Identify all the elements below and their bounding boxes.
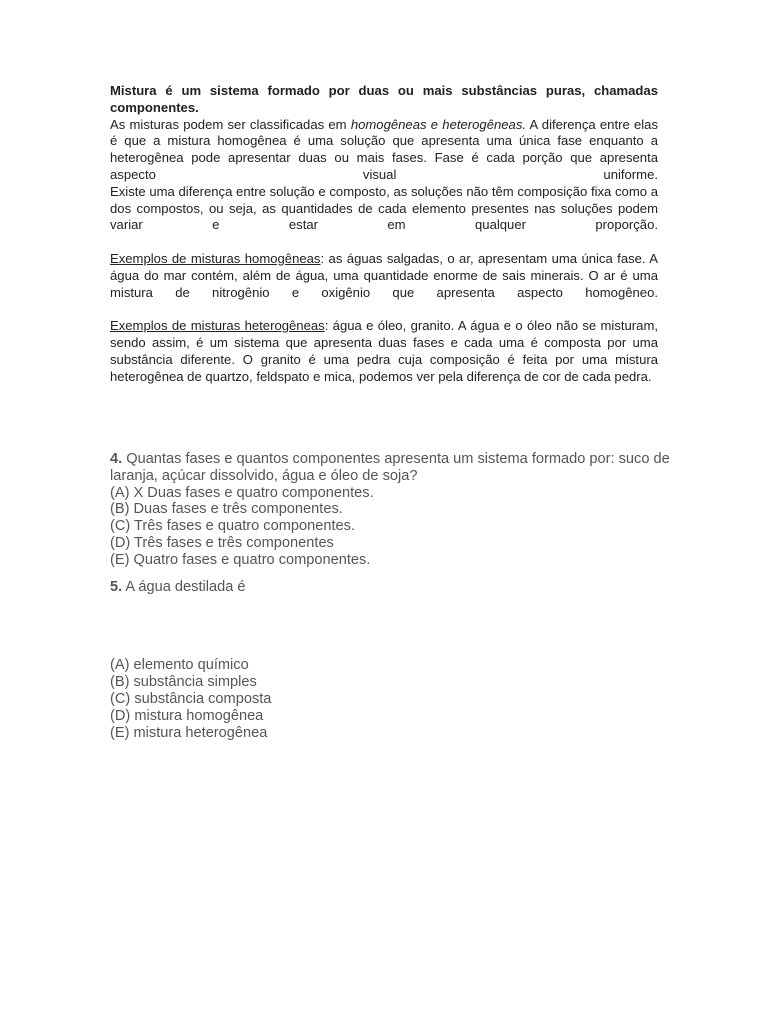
question-5-option-e: (E) mistura heterogênea	[110, 724, 268, 741]
intro-section	[110, 83, 658, 385]
classification-pre: As misturas podem ser classificadas em	[110, 116, 351, 132]
question-4-statement	[110, 451, 670, 485]
question-4-text: Quantas fases e quantos componentes apresenta um sistema formado por: suco de laranja, açúcar dissolvido, água e óleo de soja?	[110, 451, 670, 484]
spacer	[110, 301, 658, 318]
homogeneous-label: Exemplos de misturas homogêneas	[110, 250, 321, 266]
question-5-text: A água destilada é	[122, 578, 246, 595]
question-4-option-a: (A) X Duas fases e quatro componentes.	[110, 484, 374, 501]
document-body	[110, 83, 658, 385]
question-4-option-b: (B) Duas fases e três componentes.	[110, 501, 343, 518]
homogeneous-paragraph	[110, 251, 658, 301]
question-5-option-a: (A) elemento químico	[110, 657, 249, 674]
heterogeneous-paragraph	[110, 318, 658, 385]
classification-post: A diferença entre elas é que a mistura homogênea é uma solução que apresenta uma única fase enquanto a heterogênea pode apresentar duas ou mais fases. Fase é cada porção que apresenta aspecto visual uniforme.	[110, 116, 658, 182]
classification-paragraph	[110, 117, 658, 184]
definition-bold: Mistura é um sistema formado por duas ou mais substâncias puras, chamadas componentes.	[110, 83, 658, 115]
definition-paragraph	[110, 83, 658, 117]
question-5-number: 5.	[110, 578, 123, 595]
solution-paragraph	[110, 184, 658, 234]
question-5-statement	[110, 579, 670, 596]
question-5-options	[110, 657, 670, 741]
solution-text: Existe uma diferença entre solução e composto, as soluções não têm composição fixa como a dos compostos, ou seja, as quantidades de cada elemento presentes nas soluções podem variar e estar em qualquer proporção.	[110, 183, 658, 233]
spacer	[110, 234, 658, 251]
classification-italic: homogêneas e heterogêneas.	[350, 116, 527, 132]
heterogeneous-text: : água e óleo, granito. A água e o óleo não se misturam, sendo assim, é um sistema que apresenta duas fases e cada uma é composta por uma substância diferente. O granito é uma pedra cuja composição é feita por uma mistura heterogênea de quartzo, feldspato e mica, podemos ver pela diferença de cor de cada pedra.	[110, 318, 658, 384]
question-4-option-d: (D) Três fases e três componentes	[110, 534, 334, 551]
question-5-option-c: (C) substância composta	[110, 690, 272, 707]
question-4	[110, 451, 670, 569]
question-4-number: 4.	[110, 451, 123, 467]
questions-section	[110, 451, 670, 741]
question-4-option-c: (C) Três fases e quatro componentes.	[110, 518, 355, 535]
question-5-option-d: (D) mistura homogênea	[110, 707, 264, 724]
homogeneous-text: : as águas salgadas, o ar, apresentam uma única fase. A água do mar contém, além de água, uma quantidade enorme de sais minerais. O ar é uma mistura de nitrogênio e oxigênio que apresenta aspecto homogêneo.	[110, 250, 658, 300]
question-4-option-e: (E) Quatro fases e quatro componentes.	[110, 551, 371, 568]
question-5-option-b: (B) substância simples	[110, 674, 257, 691]
heterogeneous-label: Exemplos de misturas heterogêneas	[110, 318, 325, 334]
question-5	[110, 579, 670, 742]
